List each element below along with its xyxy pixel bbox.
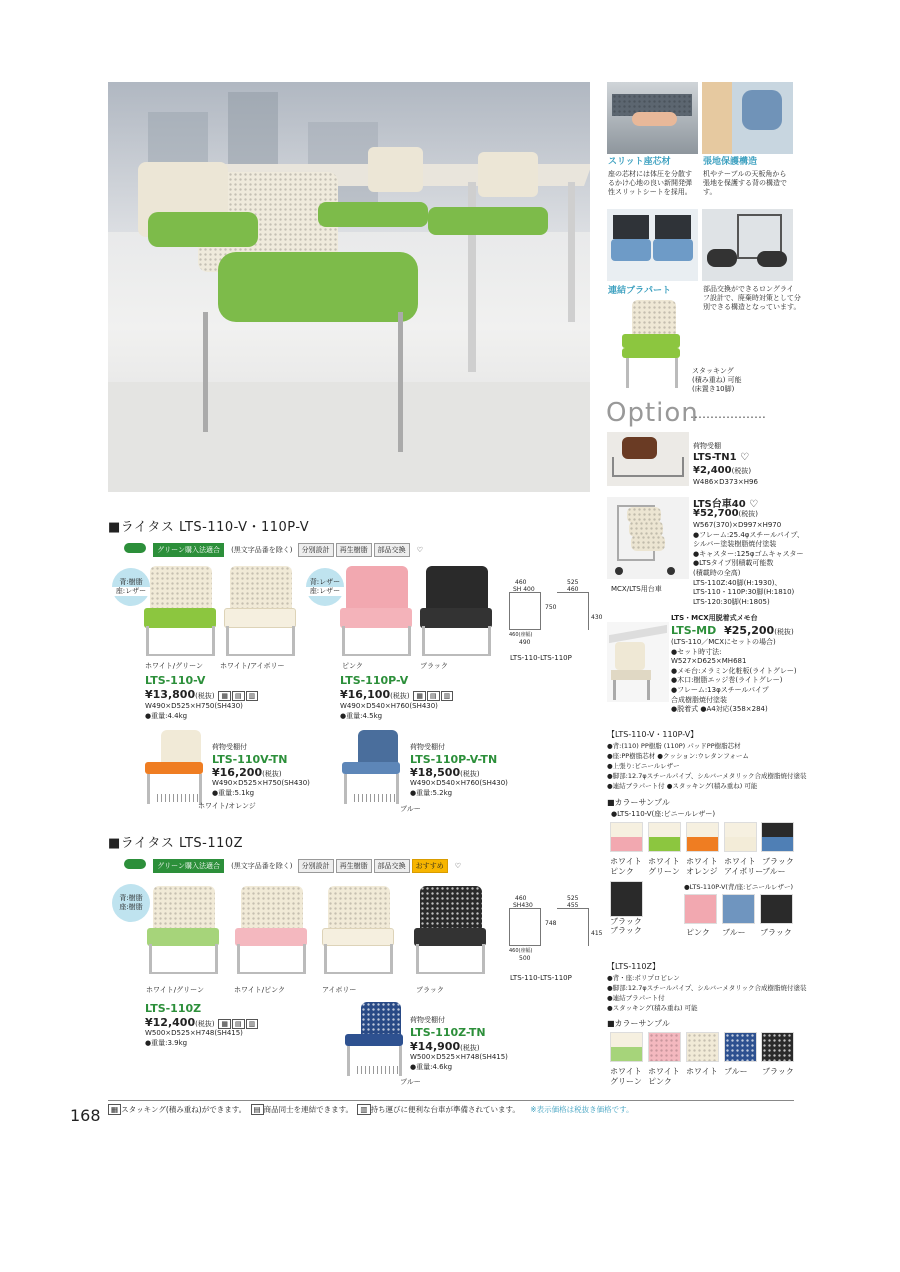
footer-rule xyxy=(108,1100,794,1101)
footer-legend: ▦ スタッキング(積み重ね)ができます。 ▤ 商品同士を連結できます。 ▥ 持ち運びに便利な台車が準備されています。 ※表示価格は税抜き価格です。 xyxy=(108,1105,633,1114)
swatch-v-white-green xyxy=(648,822,681,852)
spec2-lines: ●背・座:ポリプロピレン ●脚部:12.7φスチールパイプ、シルバーメタリック合成樹脂焼付塗装 ●連結ブラパート付 ●スタッキング(積み重ね) 可能 xyxy=(607,974,807,1012)
badge-z: 背:樹脂 座:樹脂 xyxy=(112,884,150,922)
p-weight: ●重量:4.5kg xyxy=(340,712,383,720)
protect-title: 張地保護構造 xyxy=(703,157,758,167)
chair-pink xyxy=(338,566,416,658)
spec2-bot-labels: グリーン ピンク xyxy=(610,1077,672,1086)
z-color-3: アイボリー xyxy=(322,986,357,994)
md-spec: (LTS-110／MCXにセットの場合) ●セット時寸法: W527×D625×MH681 ●メモ台:メラミン化粧板(ライトグレー) ●木口:樹脂エッジ巻(ライトグレー) ●フレーム:13φスチールパイプ 合成樹脂焼付塗装 ●脱着式 ●A4対応(358×284) xyxy=(671,638,797,714)
spec2-title: 【LTS-110Z】 xyxy=(607,962,660,971)
swatch-z-white-green xyxy=(610,1032,643,1062)
ptn-weight: ●重量:5.2kg xyxy=(410,789,453,797)
stacking-note: スタッキング (積み重ね) 可能 (床置き10脚) xyxy=(692,367,742,393)
swatch-p-black xyxy=(760,894,793,924)
spec1-p-sub: ●LTS-110P-V(背/座:ビニールレザー) xyxy=(684,883,794,891)
z-color-4: ブラック xyxy=(416,986,444,994)
tn1-model: LTS-TN1 ♡ xyxy=(693,452,750,463)
tn1-dims: W486×D373×H96 xyxy=(693,478,758,486)
spec1-row1-top: ホワイト ホワイト ホワイト ホワイト ブラック xyxy=(610,857,794,866)
protect-desc: 机やテーブルの天板角から 張地を保護する背の構造で す。 xyxy=(703,170,787,196)
drawing-110: 460 SH 400 525 460 750 430 460(座幅) 490 xyxy=(509,579,603,646)
ztn-model: LTS-110Z-TN xyxy=(410,1026,486,1039)
cart-spec: W567(370)×D997×H970 ●フレーム:25.4φスチールパイプ、 シルバー塗装樹脂焼付塗装 ●キャスター:125φゴムキャスター ●LTSタイプ別積載可能数 (積載時の全高) LTS-110Z:40脚(H:1930)、 LTS-110・110P:30脚(H:1810) LTS-120:30脚(H:1805) xyxy=(693,521,804,606)
drawing-110z: 460 SH430 525 455 748 415 460(座幅) 500 xyxy=(509,895,603,962)
chair-white-ivory xyxy=(222,566,300,658)
slit-desc: 座の芯材には体圧を分散す るかけ心地の良い新開発弾 性スリットシートを採用。 xyxy=(608,170,692,196)
option-dots: ………………. xyxy=(690,407,766,421)
v-price: ¥13,800(税抜) ▦ ▤ ▥ xyxy=(145,688,258,701)
ztn-price: ¥14,900(税抜) xyxy=(410,1040,480,1053)
ztn-color: ブルー xyxy=(400,1078,421,1086)
p-model: LTS-110P-V xyxy=(340,674,409,687)
v-color-1: ホワイト/グリーン xyxy=(145,662,204,670)
swatch-z-blue xyxy=(724,1032,757,1062)
p-price: ¥16,100(税抜) ▦ ▤ ▥ xyxy=(340,688,453,701)
spec2-sample-title: ■カラーサンプル xyxy=(607,1019,670,1028)
ztn-dims: W500×D525×H748(SH415) xyxy=(410,1053,508,1061)
parts-desc: 部品交換ができるロングライ フ設計で、廃棄時対策として分 別できる構造となっています。 xyxy=(703,285,801,311)
page-number: 168 xyxy=(70,1106,101,1125)
cart-photo xyxy=(607,497,689,579)
z-dims: W500×D525×H748(SH415) xyxy=(145,1029,243,1037)
z-model: LTS-110Z xyxy=(145,1002,202,1015)
ptn-label: 荷物受棚付 xyxy=(410,743,445,751)
linked-chairs-photo xyxy=(607,209,698,281)
vtn-weight: ●重量:5.1kg xyxy=(212,789,255,797)
section1-title: ■ライタス LTS-110-V・110P-V xyxy=(108,520,310,535)
section2-title: ■ライタス LTS-110Z xyxy=(108,836,244,851)
drawing-110-label: LTS-110-LTS-110P xyxy=(510,654,572,662)
spec1-p-names: ピンク ブルー ブラック xyxy=(686,928,792,937)
chair-z-black xyxy=(412,886,490,978)
spec2-top-labels: ホワイト ホワイト ホワイト ブルー ブラック xyxy=(610,1067,794,1076)
cart-caption: MCX/LTS用台車 xyxy=(611,585,662,593)
ptn-model: LTS-110P-V-TN xyxy=(410,753,498,766)
spec1-sample-sub: ●LTS-110-V(座:ビニールレザー) xyxy=(611,810,716,818)
protect-structure-photo xyxy=(702,82,793,154)
p-dims: W490×D540×H760(SH430) xyxy=(340,702,438,710)
v-color-2: ホワイト/アイボリー xyxy=(220,662,285,670)
spec1-black-labels: ブラック ブラック xyxy=(610,917,642,935)
swatch-z-black xyxy=(761,1032,794,1062)
cart-price: ¥52,700(税抜) xyxy=(693,508,759,519)
chair-black xyxy=(418,566,496,658)
badge-p: 背:レザー 座:レザー xyxy=(306,568,344,606)
vtn-model: LTS-110V-TN xyxy=(212,753,288,766)
drawing-110z-label: LTS-110-LTS-110P xyxy=(510,974,572,982)
swatch-p-blue xyxy=(722,894,755,924)
memo-table-photo xyxy=(607,622,669,702)
parts-title: 連結ブラパート xyxy=(608,286,672,296)
section1-tags: グリーン購入法適合 (黒文字品番を除く) 分別設計 再生樹脂 部品交換 ♡ xyxy=(124,537,423,557)
swatch-z-white-pink xyxy=(648,1032,681,1062)
tn1-photo xyxy=(607,432,689,486)
parts-photo xyxy=(702,209,793,281)
swatch-v-white-orange xyxy=(686,822,719,852)
ztn-weight: ●重量:4.6kg xyxy=(410,1063,453,1071)
spec1-title: 【LTS-110-V・110P-V】 xyxy=(607,730,699,739)
ptn-color: ブルー xyxy=(400,805,421,813)
swatch-v-white-ivory xyxy=(724,822,757,852)
z-price: ¥12,400(税抜) ▦ ▤ ▥ xyxy=(145,1016,258,1029)
swatch-v-black-blue xyxy=(761,822,794,852)
swatch-v-white-pink xyxy=(610,822,643,852)
slit-title: スリット座芯材 xyxy=(608,157,671,167)
z-weight: ●重量:3.9kg xyxy=(145,1039,188,1047)
slit-seat-photo xyxy=(607,82,698,154)
md-label: LTS・MCX用脱着式メモ台 xyxy=(671,614,758,622)
v-weight: ●重量:4.4kg xyxy=(145,712,188,720)
z-color-2: ホワイト/ピンク xyxy=(234,986,286,994)
vtn-price: ¥16,200(税抜) xyxy=(212,766,282,779)
ztn-label: 荷物受棚付 xyxy=(410,1016,445,1024)
vtn-color: ホワイト/オレンジ xyxy=(198,802,256,810)
spec1-sample-title: ■カラーサンプル xyxy=(607,798,670,807)
ptn-price: ¥18,500(税抜) xyxy=(410,766,480,779)
chair-z-green xyxy=(145,886,223,978)
md-model-price: LTS-MD ¥25,200(税抜) xyxy=(671,624,794,637)
spec1-row1-bot: ピンク グリーン オレンジ アイボリーブルー xyxy=(610,867,786,876)
swatch-z-white xyxy=(686,1032,719,1062)
chair-white-green xyxy=(142,566,220,658)
vtn-label: 荷物受棚付 xyxy=(212,743,247,751)
vtn-dims: W490×D525×H750(SH430) xyxy=(212,779,310,787)
stacked-chairs-image xyxy=(620,300,690,390)
option-heading: Option xyxy=(606,398,699,428)
p-color-2: ブラック xyxy=(420,662,448,670)
spec1-lines: ●背:(110) PP樹脂 (110P) パッドPP樹脂芯材 ●座:PP樹脂芯材 ●クッション:ウレタンフォーム ●上張り:ビニールレザー ●脚部:12.7φスチールパイプ、シルバーメタリック合成樹脂焼付塗装 ●連結ブラパート付 ●スタッキング(積み重ね) 可能 xyxy=(607,742,807,790)
swatch-p-pink xyxy=(684,894,717,924)
p-color-1: ピンク xyxy=(342,662,363,670)
tn1-label: 荷物受棚 xyxy=(693,442,721,450)
chair-blue-tn xyxy=(340,730,402,808)
badge-v: 背:樹脂 座:レザー xyxy=(112,568,150,606)
chair-white-orange-tn xyxy=(143,730,205,808)
ptn-dims: W490×D540×H760(SH430) xyxy=(410,779,508,787)
v-dims: W490×D525×H750(SH430) xyxy=(145,702,243,710)
v-model: LTS-110-V xyxy=(145,674,206,687)
section2-tags: グリーン購入法適合 (黒文字品番を除く) 分別設計 再生樹脂 部品交換 おすすめ ♡ xyxy=(124,853,461,873)
chair-z-blue-tn xyxy=(343,1002,405,1080)
chair-z-pink xyxy=(233,886,311,978)
cart-model: LTS台車40 ♡ xyxy=(693,499,759,510)
tn1-price: ¥2,400(税抜) xyxy=(693,465,752,476)
chair-z-ivory xyxy=(320,886,398,978)
hero-photo xyxy=(108,82,590,492)
swatch-v-black xyxy=(610,881,643,917)
z-color-1: ホワイト/グリーン xyxy=(146,986,205,994)
